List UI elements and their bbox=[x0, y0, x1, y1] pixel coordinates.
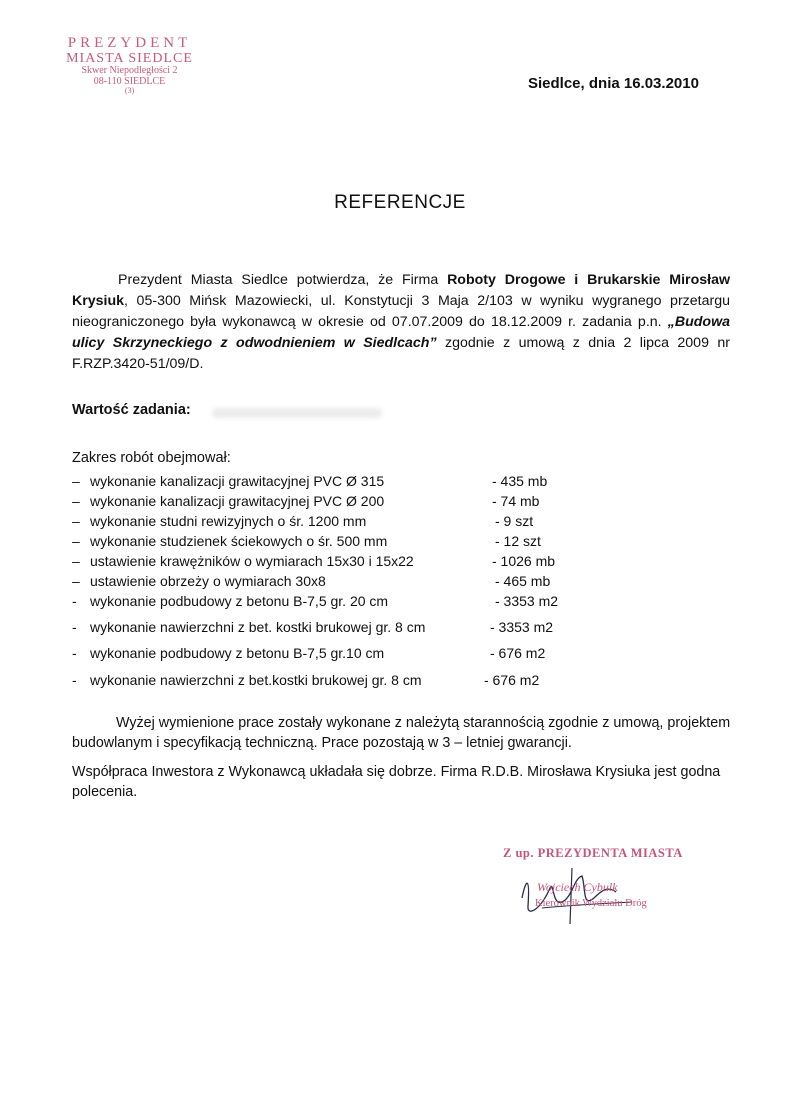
item-text: wykonanie nawierzchni z bet.kostki brukowej gr. 8 cm bbox=[90, 672, 422, 688]
item-dash: - bbox=[72, 645, 77, 661]
closing-paragraph-2: Współpraca Inwestora z Wykonawcą układała się dobrze. Firma R.D.B. Mirosława Krysiuka jest godna polecenia. bbox=[72, 764, 721, 800]
item-dash: - bbox=[72, 672, 77, 688]
letter-date: Siedlce, dnia 16.03.2010 bbox=[528, 75, 699, 92]
list-item bbox=[72, 593, 632, 612]
scope-label: Zakres robót obejmował: bbox=[72, 450, 231, 466]
list-item bbox=[72, 533, 632, 552]
list-item bbox=[72, 493, 632, 512]
item-quantity: - 465 mb bbox=[495, 573, 551, 589]
company-name: Roboty Drogowe i Brukarskie Mirosław Krysiuk bbox=[72, 272, 730, 309]
list-item bbox=[72, 513, 632, 532]
stamp-line-4: 08-110 SIEDLCE bbox=[93, 75, 166, 87]
stamp-line-3: Skwer Niepodległości 2 bbox=[81, 65, 178, 77]
stamp-line-2: MIASTA SIEDLCE bbox=[66, 50, 193, 66]
item-text: wykonanie kanalizacji grawitacyjnej PVC Ø 200 bbox=[90, 493, 385, 509]
intro-part-3: zgodnie z umową z dnia 2 lipca 2009 nr F.RZP.3420-51/09/D. bbox=[72, 335, 730, 372]
item-quantity: - 1026 mb bbox=[492, 553, 556, 569]
list-item bbox=[72, 473, 632, 492]
item-text: wykonanie podbudowy z betonu B-7,5 gr. 20 cm bbox=[90, 593, 389, 609]
item-dash: - bbox=[72, 593, 77, 609]
list-item bbox=[72, 573, 632, 592]
item-quantity: - 74 mb bbox=[492, 493, 540, 509]
list-item bbox=[72, 645, 632, 664]
item-text: wykonanie nawierzchni z bet. kostki brukowej gr. 8 cm bbox=[90, 619, 426, 635]
item-quantity: - 9 szt bbox=[495, 513, 534, 529]
issuer-stamp bbox=[42, 36, 217, 96]
intro-part-1: Prezydent Miasta Siedlce potwierdza, że Firma bbox=[118, 272, 448, 288]
signatory-role: Kierownik Wydziału Dróg bbox=[535, 898, 647, 909]
item-text: wykonanie podbudowy z betonu B-7,5 gr.10 cm bbox=[90, 645, 385, 661]
letter-title: REFERENCJE bbox=[334, 192, 466, 213]
list-item bbox=[72, 672, 632, 691]
item-text: ustawienie krawężników o wymiarach 15x30 i 15x22 bbox=[90, 553, 414, 569]
closing-paragraph-1: Wyżej wymienione prace zostały wykonane z należytą starannością zgodnie z umową, projektem budowlanym i specyfikacją techniczną. Prace pozostają w 3 – letniej gwarancji. bbox=[72, 715, 731, 751]
task-value-label: Wartość zadania: bbox=[72, 402, 191, 418]
item-quantity: - 676 m2 bbox=[490, 645, 546, 661]
intro-paragraph bbox=[72, 270, 730, 375]
task-name: „Budowa ulicy Skrzyneckiego z odwodnieniem w Siedlcach” bbox=[72, 314, 730, 351]
item-quantity: - 435 mb bbox=[492, 473, 548, 489]
signature-title: Z up. PREZYDENTA MIASTA bbox=[503, 846, 683, 860]
item-dash: – bbox=[72, 573, 80, 589]
item-quantity: - 12 szt bbox=[495, 533, 541, 549]
signatory-name: Wojciech Cybulk bbox=[537, 880, 618, 894]
item-dash: – bbox=[72, 513, 80, 529]
stamp-line-1: PREZYDENT bbox=[67, 35, 192, 51]
list-item bbox=[72, 619, 632, 638]
item-text: ustawienie obrzeży o wymiarach 30x8 bbox=[90, 573, 326, 589]
stamp-line-5: (3) bbox=[124, 86, 135, 96]
item-text: wykonanie kanalizacji grawitacyjnej PVC Ø 315 bbox=[90, 473, 385, 489]
closing-text bbox=[72, 713, 732, 802]
item-text: wykonanie studni rewizyjnych o śr. 1200 mm bbox=[90, 513, 367, 529]
item-quantity: - 3353 m2 bbox=[495, 593, 559, 609]
item-dash: – bbox=[72, 533, 80, 549]
list-item bbox=[72, 553, 632, 572]
intro-part-2: , 05-300 Mińsk Mazowiecki, ul. Konstytucji 3 Maja 2/103 w wyniku wygranego przetargu nieograniczonego była wykonawcą w okresie od 07.07.2009 do 18.12.2009 r. zadania p.n. bbox=[72, 293, 730, 330]
item-text: wykonanie studzienek ściekowych o śr. 500 mm bbox=[90, 533, 388, 549]
item-dash: - bbox=[72, 619, 77, 635]
item-quantity: - 3353 m2 bbox=[490, 619, 554, 635]
item-quantity: - 676 m2 bbox=[484, 672, 540, 688]
item-dash: – bbox=[72, 493, 80, 509]
item-dash: – bbox=[72, 553, 80, 569]
item-dash: – bbox=[72, 473, 80, 489]
redacted-value bbox=[212, 408, 382, 418]
